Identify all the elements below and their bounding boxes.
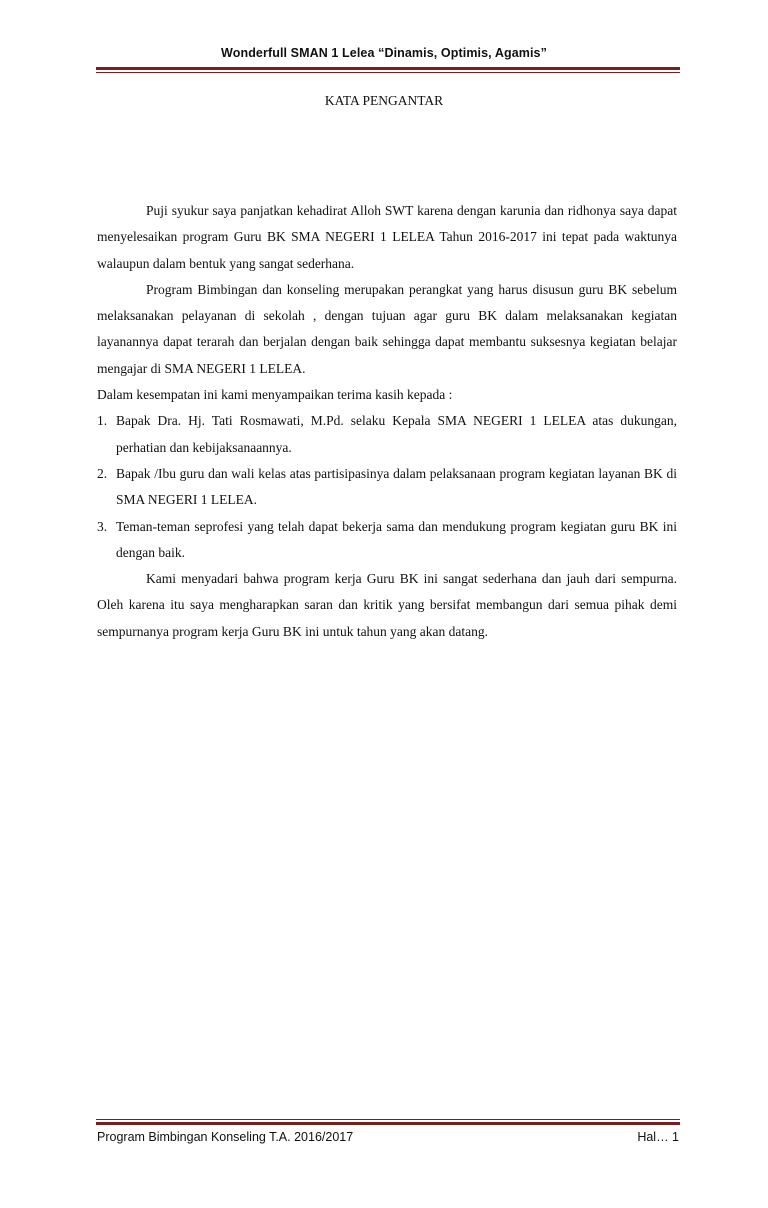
list-text: Teman-teman seprofesi yang telah dapat bekerja sama dan mendukung program kegiatan guru BK ini dengan baik. bbox=[116, 518, 677, 560]
page-number: Hal… 1 bbox=[637, 1130, 679, 1144]
running-header: Wonderfull SMAN 1 Lelea “Dinamis, Optimis, Agamis” bbox=[221, 46, 547, 60]
paragraph-closing: Kami menyadari bahwa program kerja Guru BK ini sangat sederhana dan jauh dari sempurna. Oleh karena itu saya mengharapkan saran dan kritik yang bersifat membangun dari semua pihak demi sempurnanya program kerja Guru BK ini untuk tahun yang akan datang. bbox=[97, 571, 677, 639]
header-rule-thin bbox=[96, 72, 680, 73]
paragraph-thanks-intro: Dalam kesempatan ini kami menyampaikan terima kasih kepada : bbox=[97, 387, 453, 403]
document-body bbox=[97, 198, 677, 645]
footer-title: Program Bimbingan Konseling T.A. 2016/2017 bbox=[97, 1130, 354, 1144]
header-rule-thick bbox=[96, 67, 680, 70]
list-item bbox=[97, 408, 677, 461]
list-item bbox=[97, 461, 677, 514]
footer-rule-thick bbox=[96, 1122, 680, 1125]
list-number: 2. bbox=[97, 465, 108, 481]
list-item bbox=[97, 514, 677, 567]
list-number: 1. bbox=[97, 413, 108, 429]
paragraph-program: Program Bimbingan dan konseling merupakan perangkat yang harus disusun guru BK sebelum melaksanakan pelayanan di sekolah , dengan tujuan agar guru BK dalam melaksanakan kegiatan layanannya dapat terarah dan berjalan dengan baik sehingga dapat membantu suksesnya kegiatan belajar mengajar di SMA NEGERI 1 LELEA. bbox=[97, 281, 677, 376]
footer-rule-thin bbox=[96, 1119, 680, 1120]
page-title: KATA PENGANTAR bbox=[324, 93, 444, 108]
running-footer bbox=[97, 1130, 679, 1144]
paragraph-intro: Puji syukur saya panjatkan kehadirat Alloh SWT karena dengan karunia dan ridhonya saya dapat menyelesaikan program Guru BK SMA NEGERI 1 LELEA Tahun 2016-2017 ini tepat pada waktunya walaupun dalam bentuk yang sangat sederhana. bbox=[97, 203, 677, 271]
list-number: 3. bbox=[97, 518, 108, 534]
list-text: Bapak Dra. Hj. Tati Rosmawati, M.Pd. selaku Kepala SMA NEGERI 1 LELEA atas dukungan, perhatian dan kebijaksanaannya. bbox=[116, 413, 677, 455]
list-text: Bapak /Ibu guru dan wali kelas atas partisipasinya dalam pelaksanaan program kegiatan layanan BK di SMA NEGERI 1 LELEA. bbox=[116, 465, 677, 508]
